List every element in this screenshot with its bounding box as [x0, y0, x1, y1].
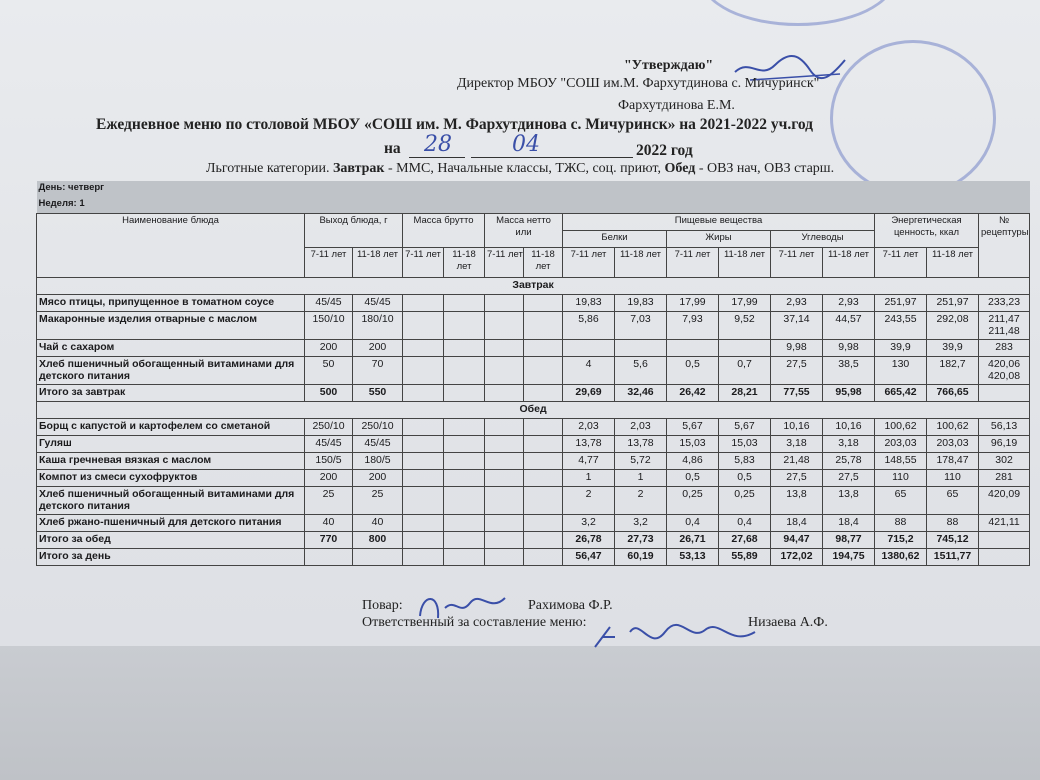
- net-11-18: [524, 515, 563, 532]
- col-fats: Жиры: [667, 231, 771, 248]
- dish-name-cell: Итого за день: [37, 549, 305, 566]
- proteins-7-11: 13,78: [563, 436, 615, 453]
- output-11-18: 200: [353, 470, 403, 487]
- output-11-18: 45/45: [353, 436, 403, 453]
- output-11-18: 45/45: [353, 295, 403, 312]
- proteins-7-11: 3,2: [563, 515, 615, 532]
- energy-11-18: 100,62: [927, 419, 979, 436]
- gross-7-11: [403, 312, 444, 340]
- age-header: 11-18 лет: [927, 248, 979, 278]
- col-name: Наименование блюда: [37, 214, 305, 278]
- table-row: [37, 436, 1030, 453]
- gross-7-11: [403, 515, 444, 532]
- responsible-name: Низаева А.Ф.: [748, 615, 828, 630]
- gross-7-11: [403, 453, 444, 470]
- carbs-11-18: 3,18: [823, 436, 875, 453]
- recipe-number: 283: [979, 340, 1030, 357]
- breakfast-rows: [37, 295, 1030, 402]
- gross-11-18: [444, 470, 485, 487]
- carbs-11-18: 95,98: [823, 385, 875, 402]
- proteins-7-11: [563, 340, 615, 357]
- col-recipe: № рецептуры: [979, 214, 1030, 278]
- carbs-11-18: 25,78: [823, 453, 875, 470]
- output-7-11: 200: [305, 340, 353, 357]
- age-header: 11-18 лет: [524, 248, 563, 278]
- proteins-7-11: 5,86: [563, 312, 615, 340]
- age-header: 11-18 лет: [823, 248, 875, 278]
- carbs-11-18: 44,57: [823, 312, 875, 340]
- net-11-18: [524, 357, 563, 385]
- output-11-18: 70: [353, 357, 403, 385]
- energy-11-18: 178,47: [927, 453, 979, 470]
- net-7-11: [485, 470, 524, 487]
- age-header: 7-11 лет: [771, 248, 823, 278]
- gross-11-18: [444, 357, 485, 385]
- gross-7-11: [403, 295, 444, 312]
- table-row: [37, 295, 1030, 312]
- gross-7-11: [403, 340, 444, 357]
- fats-11-18: 15,03: [719, 436, 771, 453]
- energy-7-11: 203,03: [875, 436, 927, 453]
- fats-7-11: 4,86: [667, 453, 719, 470]
- recipe-number: [979, 385, 1030, 402]
- output-7-11: 25: [305, 487, 353, 515]
- table-row: [37, 549, 1030, 566]
- net-7-11: [485, 419, 524, 436]
- lunch-categories: - ОВЗ нач, ОВЗ старш.: [698, 161, 835, 176]
- dish-name-cell: Чай с сахаром: [37, 340, 305, 357]
- gross-11-18: [444, 295, 485, 312]
- gross-7-11: [403, 436, 444, 453]
- fats-11-18: 5,67: [719, 419, 771, 436]
- proteins-11-18: [615, 340, 667, 357]
- net-11-18: [524, 532, 563, 549]
- output-7-11: [305, 549, 353, 566]
- carbs-7-11: 27,5: [771, 470, 823, 487]
- proteins-7-11: 29,69: [563, 385, 615, 402]
- fats-11-18: 5,83: [719, 453, 771, 470]
- fats-7-11: 7,93: [667, 312, 719, 340]
- energy-11-18: 88: [927, 515, 979, 532]
- gross-11-18: [444, 312, 485, 340]
- carbs-7-11: 77,55: [771, 385, 823, 402]
- table-row: [37, 340, 1030, 357]
- proteins-11-18: 2,03: [615, 419, 667, 436]
- col-output: Выход блюда, г: [305, 214, 403, 248]
- recipe-number: 302: [979, 453, 1030, 470]
- fats-7-11: 0,4: [667, 515, 719, 532]
- gross-11-18: [444, 453, 485, 470]
- categories-line: [206, 161, 834, 177]
- proteins-11-18: 5,72: [615, 453, 667, 470]
- carbs-7-11: 37,14: [771, 312, 823, 340]
- output-11-18: 180/5: [353, 453, 403, 470]
- breakfast-label: Завтрак: [332, 161, 385, 176]
- dish-name-cell: Каша гречневая вязкая с маслом: [37, 453, 305, 470]
- dish-name-cell: Хлеб пшеничный обогащенный витаминами для детского питания: [37, 357, 305, 385]
- energy-7-11: 243,55: [875, 312, 927, 340]
- school-stamp: [830, 40, 996, 196]
- output-7-11: 250/10: [305, 419, 353, 436]
- net-11-18: [524, 385, 563, 402]
- output-7-11: 150/10: [305, 312, 353, 340]
- net-11-18: [524, 453, 563, 470]
- section-lunch: Обед: [37, 402, 1030, 419]
- age-header: 11-18 лет: [719, 248, 771, 278]
- fats-7-11: 26,42: [667, 385, 719, 402]
- proteins-7-11: 56,47: [563, 549, 615, 566]
- recipe-number: 56,13: [979, 419, 1030, 436]
- director-name: Фархутдинова Е.М.: [618, 98, 735, 113]
- age-header: 7-11 лет: [563, 248, 615, 278]
- proteins-7-11: 2: [563, 487, 615, 515]
- menu-title: Ежедневное меню по столовой МБОУ «СОШ им. М. Фархутдинова с. Мичуринск» на 2021-2022 уч.год: [96, 116, 814, 133]
- net-11-18: [524, 295, 563, 312]
- lunch-label: Обед: [664, 161, 696, 176]
- proteins-7-11: 1: [563, 470, 615, 487]
- section-breakfast: Завтрак: [37, 278, 1030, 295]
- output-11-18: 250/10: [353, 419, 403, 436]
- dish-name-cell: Итого за завтрак: [37, 385, 305, 402]
- net-7-11: [485, 532, 524, 549]
- energy-7-11: 251,97: [875, 295, 927, 312]
- energy-11-18: 745,12: [927, 532, 979, 549]
- proteins-7-11: 4: [563, 357, 615, 385]
- fats-11-18: 55,89: [719, 549, 771, 566]
- carbs-11-18: 10,16: [823, 419, 875, 436]
- table-row: [37, 453, 1030, 470]
- gross-7-11: [403, 470, 444, 487]
- output-11-18: 40: [353, 515, 403, 532]
- col-net: Масса нетто или: [485, 214, 563, 248]
- proteins-11-18: 60,19: [615, 549, 667, 566]
- net-7-11: [485, 385, 524, 402]
- dish-name-cell: Хлеб ржано-пшеничный для детского питания: [37, 515, 305, 532]
- col-gross: Масса брутто: [403, 214, 485, 248]
- net-11-18: [524, 436, 563, 453]
- net-7-11: [485, 436, 524, 453]
- dish-name-cell: Борщ с капустой и картофелем со сметаной: [37, 419, 305, 436]
- proteins-11-18: 7,03: [615, 312, 667, 340]
- carbs-7-11: 13,8: [771, 487, 823, 515]
- col-proteins: Белки: [563, 231, 667, 248]
- recipe-number: 420,09: [979, 487, 1030, 515]
- carbs-7-11: 94,47: [771, 532, 823, 549]
- carbs-7-11: 172,02: [771, 549, 823, 566]
- fats-7-11: 0,5: [667, 470, 719, 487]
- age-header: 7-11 лет: [667, 248, 719, 278]
- net-7-11: [485, 295, 524, 312]
- proteins-11-18: 1: [615, 470, 667, 487]
- recipe-number: [979, 532, 1030, 549]
- fats-7-11: 15,03: [667, 436, 719, 453]
- fats-11-18: 0,7: [719, 357, 771, 385]
- energy-7-11: 88: [875, 515, 927, 532]
- responsible-signature: [590, 612, 760, 662]
- fats-11-18: 0,25: [719, 487, 771, 515]
- recipe-number: 96,19: [979, 436, 1030, 453]
- proteins-7-11: 26,78: [563, 532, 615, 549]
- age-header: 11-18 лет: [444, 248, 485, 278]
- gross-11-18: [444, 515, 485, 532]
- fats-7-11: 5,67: [667, 419, 719, 436]
- net-11-18: [524, 549, 563, 566]
- cook-name: Рахимова Ф.Р.: [528, 598, 613, 613]
- energy-11-18: 251,97: [927, 295, 979, 312]
- fats-7-11: 53,13: [667, 549, 719, 566]
- fats-7-11: 26,71: [667, 532, 719, 549]
- carbs-11-18: 9,98: [823, 340, 875, 357]
- proteins-11-18: 2: [615, 487, 667, 515]
- table-row: [37, 385, 1030, 402]
- carbs-11-18: 98,77: [823, 532, 875, 549]
- date-day: 28: [424, 132, 452, 157]
- date-month: 04: [512, 132, 540, 157]
- energy-11-18: 110: [927, 470, 979, 487]
- col-energy: Энергетическая ценность, ккал: [875, 214, 979, 248]
- carbs-11-18: 194,75: [823, 549, 875, 566]
- proteins-11-18: 32,46: [615, 385, 667, 402]
- dish-name-cell: Хлеб пшеничный обогащенный витаминами для детского питания: [37, 487, 305, 515]
- fats-11-18: 27,68: [719, 532, 771, 549]
- dish-name-cell: Мясо птицы, припущенное в томатном соусе: [37, 295, 305, 312]
- energy-11-18: 65: [927, 487, 979, 515]
- output-7-11: 500: [305, 385, 353, 402]
- energy-7-11: 1380,62: [875, 549, 927, 566]
- recipe-number: [979, 549, 1030, 566]
- proteins-7-11: 2,03: [563, 419, 615, 436]
- gross-11-18: [444, 436, 485, 453]
- date-day-line: [409, 157, 465, 158]
- fats-11-18: 0,4: [719, 515, 771, 532]
- output-11-18: 25: [353, 487, 403, 515]
- net-11-18: [524, 470, 563, 487]
- energy-7-11: 665,42: [875, 385, 927, 402]
- proteins-7-11: 19,83: [563, 295, 615, 312]
- breakfast-categories: - ММС, Начальные классы, ТЖС, соц. приют,: [388, 161, 661, 176]
- gross-7-11: [403, 532, 444, 549]
- carbs-11-18: 27,5: [823, 470, 875, 487]
- fats-11-18: 0,5: [719, 470, 771, 487]
- recipe-number: 281: [979, 470, 1030, 487]
- net-7-11: [485, 340, 524, 357]
- gross-7-11: [403, 419, 444, 436]
- categories-prefix: Льготные категории.: [206, 161, 330, 176]
- gross-11-18: [444, 532, 485, 549]
- date-year: 2022 год: [636, 142, 693, 159]
- proteins-11-18: 19,83: [615, 295, 667, 312]
- proteins-11-18: 27,73: [615, 532, 667, 549]
- output-7-11: 45/45: [305, 295, 353, 312]
- dish-name-cell: Итого за обед: [37, 532, 305, 549]
- age-header: 7-11 лет: [403, 248, 444, 278]
- energy-11-18: 292,08: [927, 312, 979, 340]
- dish-name-cell: Макаронные изделия отварные с маслом: [37, 312, 305, 340]
- age-header: 11-18 лет: [615, 248, 667, 278]
- dish-name-cell: Гуляш: [37, 436, 305, 453]
- carbs-7-11: 27,5: [771, 357, 823, 385]
- energy-7-11: 130: [875, 357, 927, 385]
- output-11-18: 180/10: [353, 312, 403, 340]
- col-nutrients: Пищевые вещества: [563, 214, 875, 231]
- table-row: [37, 532, 1030, 549]
- energy-7-11: 65: [875, 487, 927, 515]
- energy-11-18: 766,65: [927, 385, 979, 402]
- output-11-18: [353, 549, 403, 566]
- net-11-18: [524, 340, 563, 357]
- col-carbs: Углеводы: [771, 231, 875, 248]
- net-11-18: [524, 487, 563, 515]
- table-row: [37, 487, 1030, 515]
- table-row: [37, 470, 1030, 487]
- output-7-11: 45/45: [305, 436, 353, 453]
- proteins-11-18: 5,6: [615, 357, 667, 385]
- carbs-7-11: 9,98: [771, 340, 823, 357]
- fats-7-11: 0,5: [667, 357, 719, 385]
- output-7-11: 50: [305, 357, 353, 385]
- net-7-11: [485, 453, 524, 470]
- output-11-18: 800: [353, 532, 403, 549]
- carbs-7-11: 21,48: [771, 453, 823, 470]
- carbs-11-18: 18,4: [823, 515, 875, 532]
- day-label: День: четверг: [37, 181, 1030, 197]
- output-11-18: 200: [353, 340, 403, 357]
- table-row: [37, 312, 1030, 340]
- energy-7-11: 110: [875, 470, 927, 487]
- net-11-18: [524, 419, 563, 436]
- energy-11-18: 182,7: [927, 357, 979, 385]
- gross-7-11: [403, 357, 444, 385]
- fats-7-11: 17,99: [667, 295, 719, 312]
- director-line: Директор МБОУ "СОШ им.М. Фархутдинова с. Мичуринск": [457, 76, 820, 91]
- menu-table: [36, 181, 1030, 566]
- table-row: [37, 419, 1030, 436]
- gross-11-18: [444, 549, 485, 566]
- proteins-11-18: 3,2: [615, 515, 667, 532]
- output-7-11: 770: [305, 532, 353, 549]
- output-7-11: 150/5: [305, 453, 353, 470]
- energy-11-18: 1511,77: [927, 549, 979, 566]
- net-7-11: [485, 515, 524, 532]
- energy-7-11: 39,9: [875, 340, 927, 357]
- table-row: [37, 357, 1030, 385]
- fats-11-18: [719, 340, 771, 357]
- output-7-11: 40: [305, 515, 353, 532]
- net-11-18: [524, 312, 563, 340]
- energy-7-11: 715,2: [875, 532, 927, 549]
- gross-7-11: [403, 549, 444, 566]
- carbs-11-18: 13,8: [823, 487, 875, 515]
- energy-11-18: 39,9: [927, 340, 979, 357]
- gross-11-18: [444, 385, 485, 402]
- carbs-7-11: 18,4: [771, 515, 823, 532]
- recipe-number: 211,47 211,48: [979, 312, 1030, 340]
- date-prefix: на: [384, 140, 401, 157]
- recipe-number: 233,23: [979, 295, 1030, 312]
- carbs-11-18: 2,93: [823, 295, 875, 312]
- age-header: 7-11 лет: [305, 248, 353, 278]
- net-7-11: [485, 312, 524, 340]
- fats-7-11: [667, 340, 719, 357]
- lunch-rows: [37, 419, 1030, 566]
- recipe-number: 420,06 420,08: [979, 357, 1030, 385]
- fats-11-18: 28,21: [719, 385, 771, 402]
- approve-label: "Утверждаю": [624, 58, 714, 73]
- cook-label: Повар:: [362, 598, 403, 613]
- fats-7-11: 0,25: [667, 487, 719, 515]
- recipe-number: 421,11: [979, 515, 1030, 532]
- date-month-line: [471, 157, 633, 158]
- carbs-7-11: 10,16: [771, 419, 823, 436]
- age-header: 7-11 лет: [485, 248, 524, 278]
- background-surface: [0, 646, 1040, 780]
- output-7-11: 200: [305, 470, 353, 487]
- carbs-11-18: 38,5: [823, 357, 875, 385]
- gross-11-18: [444, 419, 485, 436]
- proteins-7-11: 4,77: [563, 453, 615, 470]
- gross-11-18: [444, 487, 485, 515]
- table-row: [37, 515, 1030, 532]
- net-7-11: [485, 357, 524, 385]
- fats-11-18: 17,99: [719, 295, 771, 312]
- gross-7-11: [403, 385, 444, 402]
- dish-name-cell: Компот из смеси сухофруктов: [37, 470, 305, 487]
- gross-7-11: [403, 487, 444, 515]
- carbs-7-11: 2,93: [771, 295, 823, 312]
- week-label: Неделя: 1: [37, 197, 1030, 214]
- energy-11-18: 203,03: [927, 436, 979, 453]
- energy-7-11: 148,55: [875, 453, 927, 470]
- responsible-label: Ответственный за составление меню:: [362, 615, 587, 630]
- carbs-7-11: 3,18: [771, 436, 823, 453]
- gross-11-18: [444, 340, 485, 357]
- energy-7-11: 100,62: [875, 419, 927, 436]
- net-7-11: [485, 549, 524, 566]
- proteins-11-18: 13,78: [615, 436, 667, 453]
- output-11-18: 550: [353, 385, 403, 402]
- net-7-11: [485, 487, 524, 515]
- age-header: 7-11 лет: [875, 248, 927, 278]
- fats-11-18: 9,52: [719, 312, 771, 340]
- age-header: 11-18 лет: [353, 248, 403, 278]
